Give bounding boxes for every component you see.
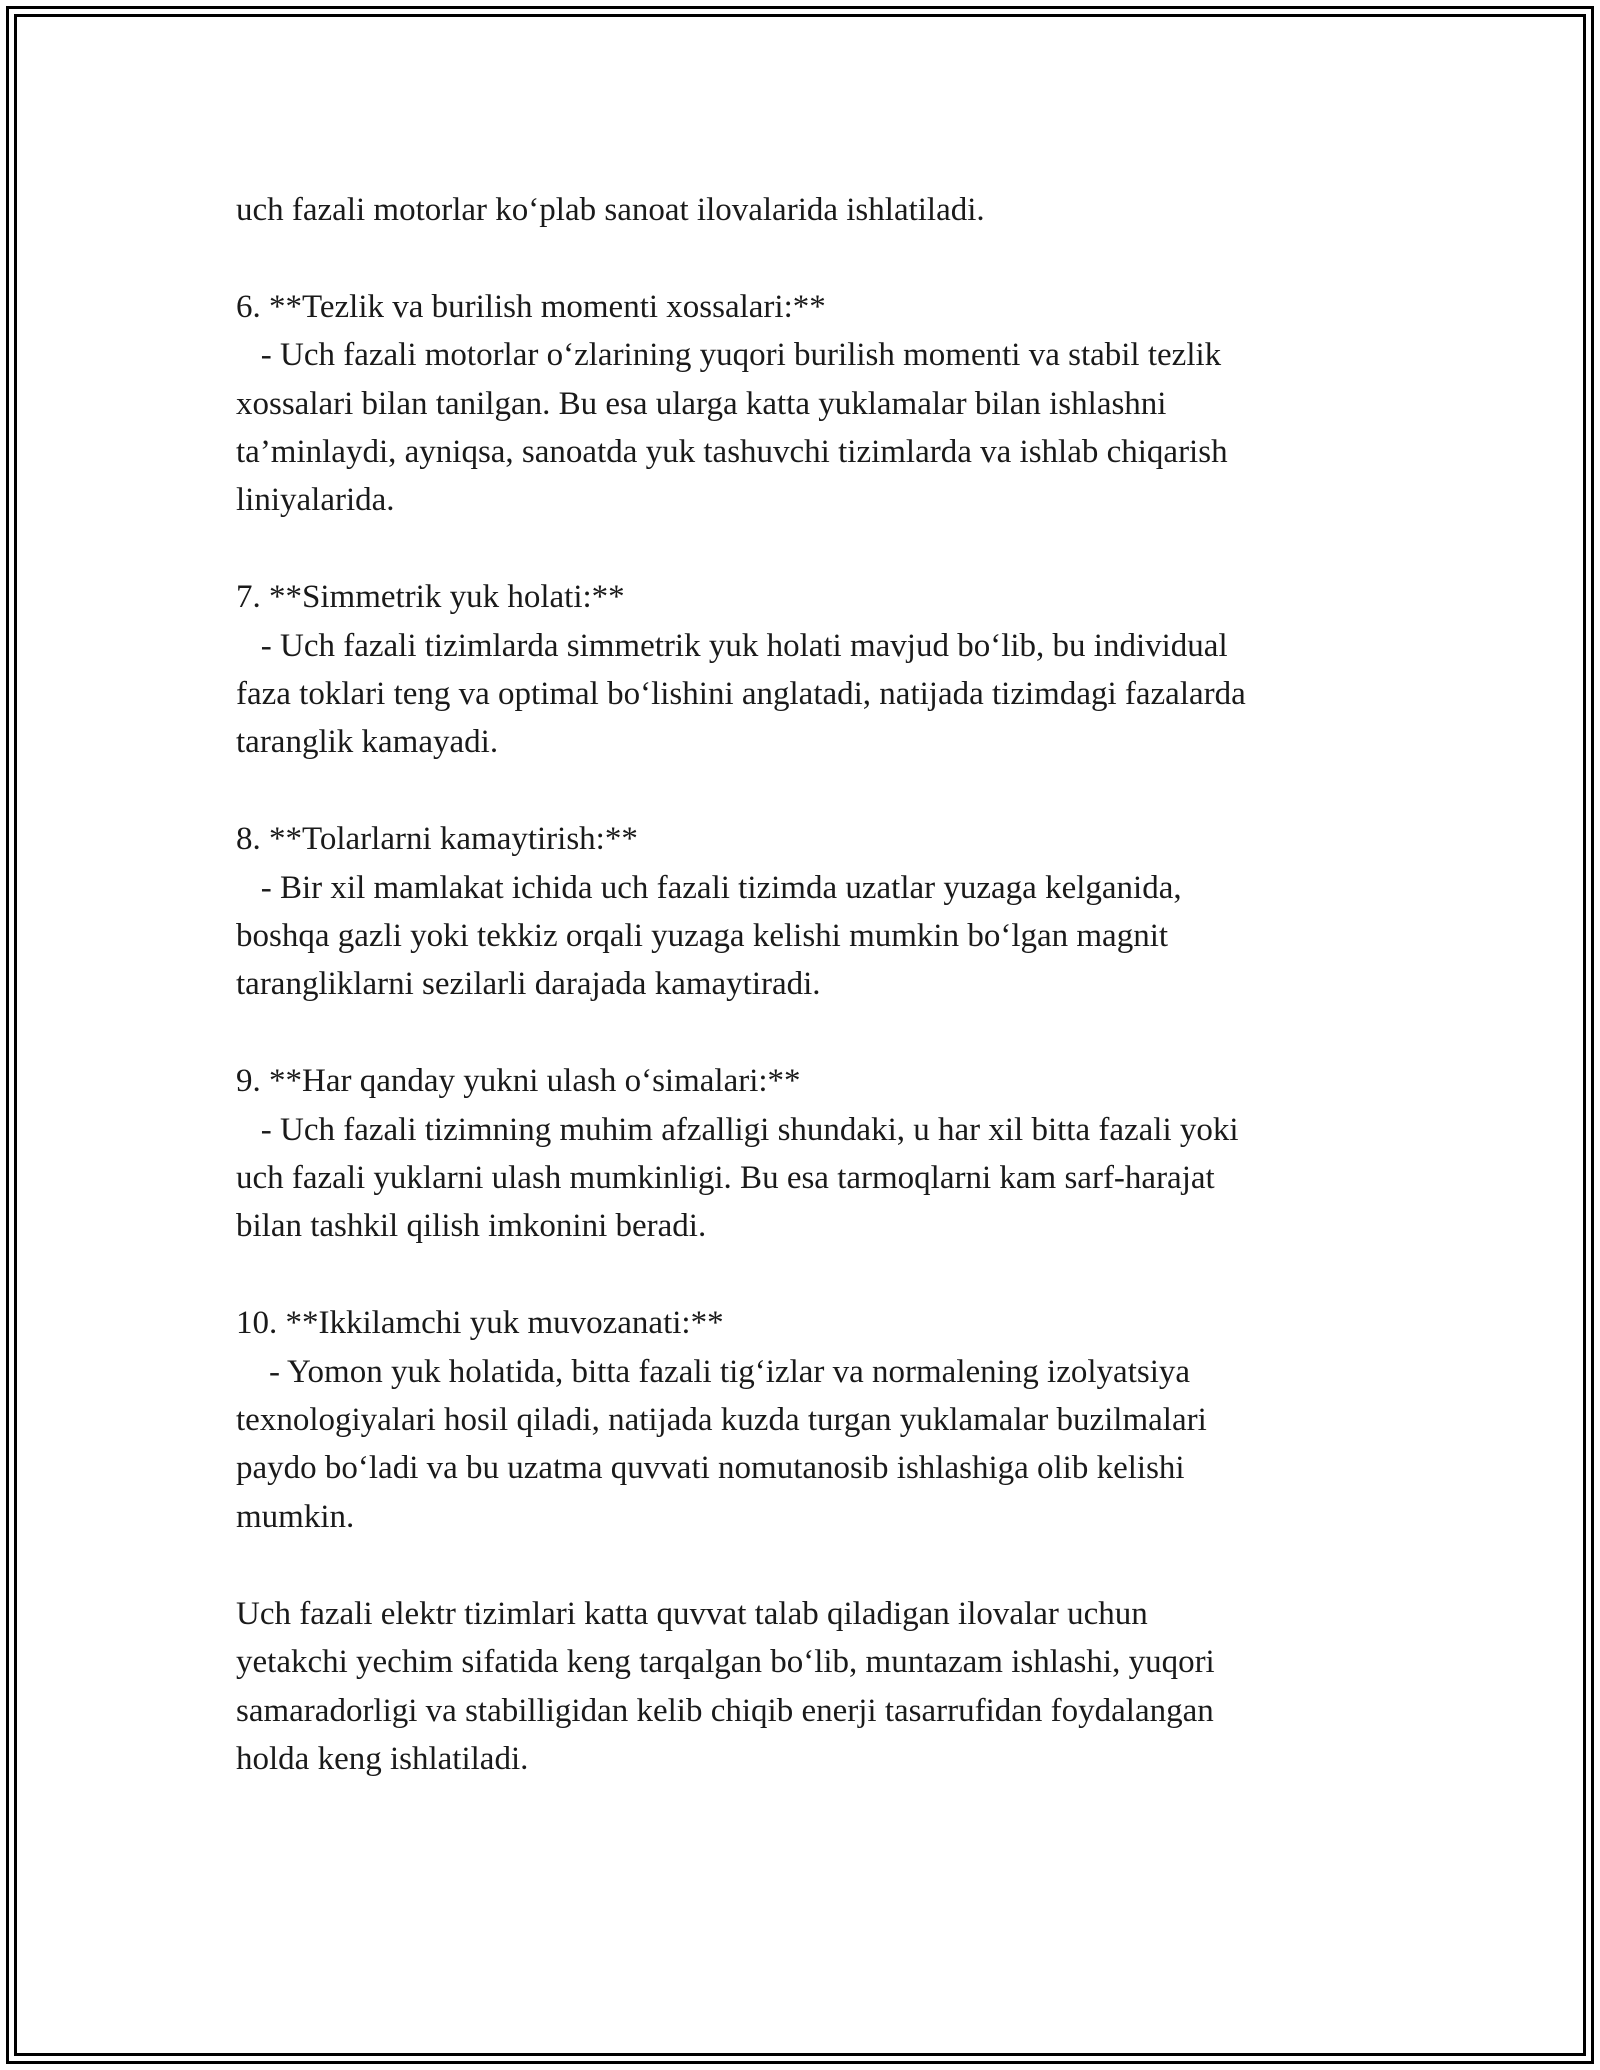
- text-line: - Uch fazali motorlar o‘zlarining yuqori burilish momenti va stabil tezlik: [236, 337, 1222, 374]
- text-line: taranglik kamayadi.: [236, 724, 499, 761]
- text-line: - Bir xil mamlakat ichida uch fazali tizimda uzatlar yuzaga kelganida,: [236, 869, 1182, 906]
- text-line: mumkin.: [236, 1498, 355, 1535]
- item-heading: 7. **Simmetrik yuk holati:**: [236, 579, 625, 616]
- item-heading: 6. **Tezlik va burilish momenti xossalari:**: [236, 288, 826, 325]
- text-line: uch fazali motorlar ko‘plab sanoat ilovalarida ishlatiladi.: [236, 192, 985, 228]
- text-line: paydo bo‘ladi va bu uzatma quvvati nomutanosib ishlashiga olib kelishi: [236, 1450, 1185, 1487]
- text-line: tarangliklarni sezilarli darajada kamaytiradi.: [236, 966, 821, 1003]
- list-item-9: [236, 1057, 1426, 1251]
- text-line: liniyalarida.: [236, 482, 395, 519]
- list-item-6: [236, 283, 1426, 525]
- text-line: ta’minlaydi, ayniqsa, sanoatda yuk tashuvchi tizimlarda va ishlab chiqarish: [236, 434, 1228, 471]
- list-item-7: [236, 573, 1426, 767]
- text-line: boshqa gazli yoki tekkiz orqali yuzaga kelishi mumkin bo‘lgan magnit: [236, 918, 1169, 955]
- text-line: texnologiyalari hosil qiladi, natijada kuzda turgan yuklamalar buzilmalari: [236, 1402, 1207, 1439]
- item-heading: 8. **Tolarlarni kamaytirish:**: [236, 821, 638, 858]
- text-line: Uch fazali elektr tizimlari katta quvvat talab qiladigan ilovalar uchun: [236, 1595, 1148, 1632]
- conclusion-paragraph: [236, 1590, 1426, 1784]
- text-line: faza toklari teng va optimal bo‘lishini anglatadi, natijada tizimdagi fazalarda: [236, 676, 1246, 713]
- text-line: yetakchi yechim sifatida keng tarqalgan bo‘lib, muntazam ishlashi, yuqori: [236, 1644, 1215, 1681]
- text-line: bilan tashkil qilish imkonini beradi.: [236, 1208, 707, 1245]
- list-item-10: [236, 1299, 1426, 1541]
- intro-paragraph: [236, 186, 1426, 234]
- text-line: holda keng ishlatiladi.: [236, 1740, 529, 1777]
- text-line: uch fazali yuklarni ulash mumkinligi. Bu esa tarmoqlarni kam sarf-harajat: [236, 1160, 1215, 1197]
- text-line: - Uch fazali tizimlarda simmetrik yuk holati mavjud bo‘lib, bu individual: [236, 627, 1228, 664]
- item-heading: 10. **Ikkilamchi yuk muvozanati:**: [236, 1305, 724, 1342]
- document-body: [236, 186, 1426, 1783]
- list-item-8: [236, 815, 1426, 1009]
- text-line: - Uch fazali tizimning muhim afzalligi shundaki, u har xil bitta fazali yoki: [236, 1111, 1239, 1148]
- text-line: xossalari bilan tanilgan. Bu esa ularga katta yuklamalar bilan ishlashni: [236, 385, 1167, 422]
- text-line: - Yomon yuk holatida, bitta fazali tig‘izlar va normalening izolyatsiya: [236, 1353, 1191, 1390]
- text-line: samaradorligi va stabilligidan kelib chiqib enerji tasarrufidan foydalangan: [236, 1692, 1214, 1729]
- item-heading: 9. **Har qanday yukni ulash o‘simalari:**: [236, 1063, 801, 1100]
